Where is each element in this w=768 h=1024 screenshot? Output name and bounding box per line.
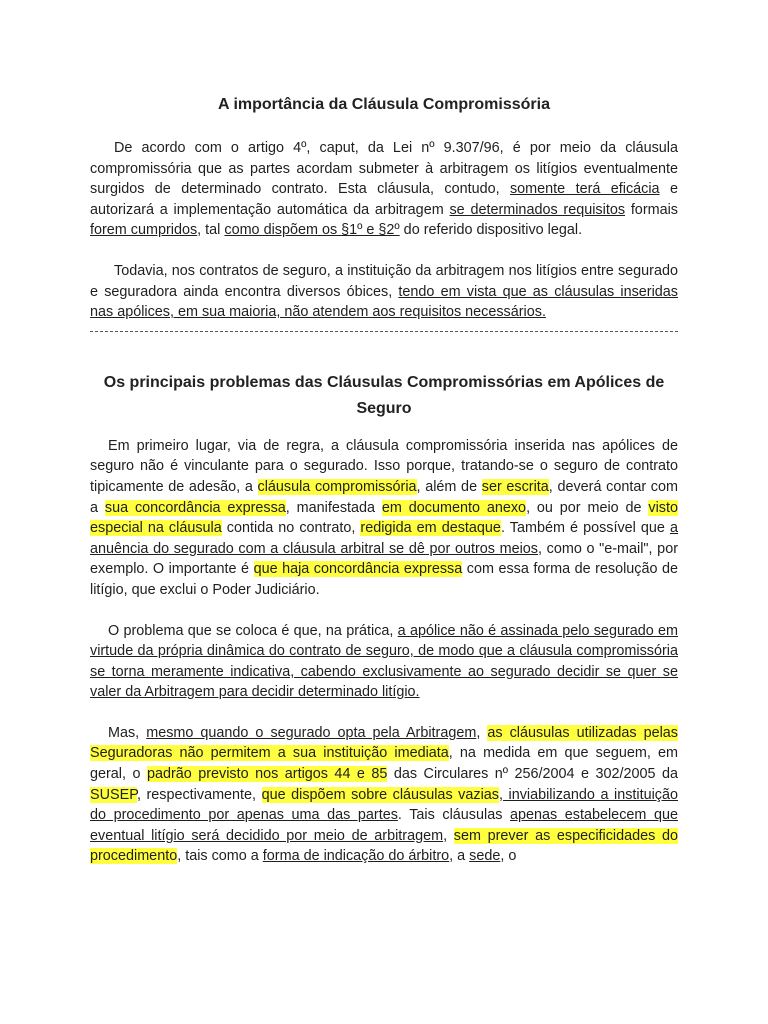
dashed-separator: [90, 325, 678, 332]
highlighted-text: as cláusulas utilizadas pelas Seguradoras não permitem a sua instituição imediata: [90, 724, 679, 762]
underlined-text: forem cumpridos: [90, 222, 198, 239]
highlighted-text: que dispõem sobre cláusulas vazias: [261, 786, 499, 803]
highlighted-text: redigida em destaque: [360, 520, 501, 537]
paragraph-first-problem: Em primeiro lugar, via de regra, a cláusula compromissória inserida nas apólices de seguro não é vinculante para o segurado. Isso porque, tratando-se o seguro de contrato tipicamente de adesão, a cláusula compromissória, além de ser escrita, deverá contar com a sua concordância expressa, manifestada em documento anexo, ou por meio de visto especial na cláusula contida no contrato, redigida em destaque. Também é possível que a anuência do segurado com a cláusula arbitral se dê por outros meios, como o "e-mail", por exemplo. O importante é que haja concordância expressa com essa forma de resolução de litígio, que exclui o Poder Judiciário.: [90, 437, 679, 598]
paragraph-empty-clauses: Mas, mesmo quando o segurado opta pela Arbitragem, as cláusulas utilizadas pelas Seguradoras não permitem a sua instituição imediata, na medida em que seguem, em geral, o padrão previsto nos artigos 44 e 85 das Circulares nº 256/2004 e 302/2005 da SUSEP, respectivamente, que dispõem sobre cláusulas vazias, inviabilizando a instituição do procedimento por apenas uma das partes. Tais cláusulas apenas estabelecem que eventual litígio será decidido por meio de arbitragem, sem prever as especificidades do procedimento, tais como a forma de indicação do árbitro, a sede, o: [90, 724, 679, 865]
highlighted-text: SUSEP: [90, 786, 137, 803]
highlighted-text: padrão previsto nos artigos 44 e 85: [146, 766, 388, 783]
underlined-text: sede: [469, 848, 501, 865]
highlighted-text: ser escrita: [481, 478, 549, 495]
paragraph-insurance-contracts: Todavia, nos contratos de seguro, a instituição da arbitragem nos litígios entre segurado e seguradora ainda encontra diversos óbices, tendo em vista que as cláusulas inseridas nas apólices, em sua maioria, não atendem aos requisitos necessários.: [90, 262, 678, 321]
underlined-text: a apólice não é assinada pelo segurado em virtude da própria dinâmica do contrato de seguro, de modo que a cláusula compromissória se torna meramente indicativa, cabendo exclusivamente ao segurado decidir se quer se valer da Arbitragem para decidir determinado litígio.: [90, 622, 679, 701]
highlighted-text: em documento anexo: [381, 499, 527, 516]
section-title-problems: Os principais problemas das Cláusulas Compromissórias em Apólices de Seguro: [103, 373, 665, 417]
paragraph-article-4: De acordo com o artigo 4º, caput, da Lei nº 9.307/96, é por meio da cláusula compromissória que as partes acordam submeter à arbitragem os litígios eventualmente surgidos de determinado contrato. Esta cláusula, contudo, somente terá eficácia e autorizará a implementação automática da arbitragem se determinados requisitos formais forem cumpridos, tal como dispõem os §1º e §2º do referido dispositivo legal.: [90, 140, 678, 239]
highlighted-text: sem prever as especificidades do procedimento: [90, 827, 679, 865]
highlighted-text: cláusula compromissória: [257, 478, 417, 495]
underlined-text: se determinados requisitos: [449, 201, 626, 218]
underlined-text: mesmo quando o segurado opta pela Arbitragem: [146, 724, 477, 741]
highlighted-text: sua concordância expressa: [104, 499, 286, 516]
highlighted-text: visto especial na cláusula: [90, 499, 678, 537]
underlined-text: apenas estabelecem que eventual litígio será decidido por meio de arbitragem: [90, 807, 678, 844]
underlined-text: forma de indicação do árbitro: [262, 848, 450, 865]
paragraph-practical-problem: O problema que se coloca é que, na prática, a apólice não é assinada pelo segurado em virtude da própria dinâmica do contrato de seguro, de modo que a cláusula compromissória se torna meramente indicativa, cabendo exclusivamente ao segurado decidir se quer se valer da Arbitragem para decidir determinado litígio.: [90, 622, 679, 701]
underlined-text: , inviabilizando a instituição do procedimento por apenas uma das partes: [90, 786, 678, 824]
document-content: [90, 90, 678, 867]
underlined-text: tendo em vista que as cláusulas inseridas nas apólices, em sua maioria, não atendem aos requisitos necessários.: [90, 283, 678, 321]
highlighted-text: que haja concordância expressa: [253, 561, 463, 578]
section-title-importance: A importância da Cláusula Compromissória: [218, 96, 550, 113]
underlined-text: somente terá eficácia: [509, 181, 660, 198]
underlined-text: a anuência do segurado com a cláusula arbitral se dê por outros meios: [90, 520, 679, 557]
underlined-text: como dispõem os §1º e §2º: [224, 222, 400, 239]
